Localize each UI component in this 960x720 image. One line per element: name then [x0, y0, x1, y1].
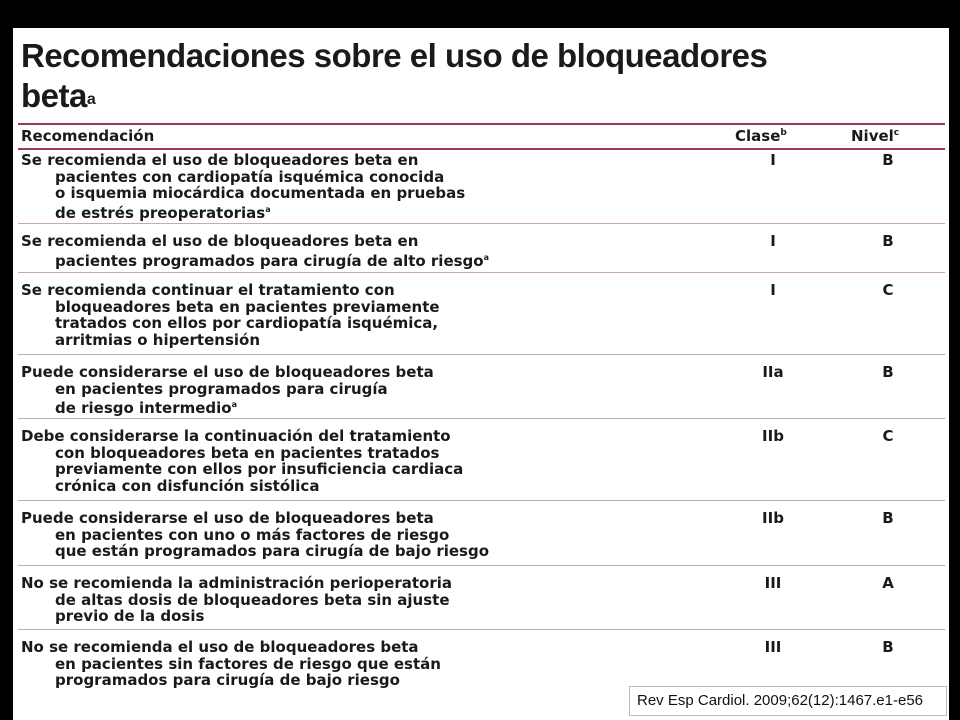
recommendation-text	[21, 510, 721, 560]
table-header-rule	[18, 148, 945, 150]
nivel-cell: A	[882, 574, 894, 592]
recommendation-line: crónica con disfunción sistólica	[55, 476, 320, 495]
nivel-cell: B	[882, 638, 894, 656]
recommendation-line: Puede considerarse el uso de bloqueadores beta	[21, 363, 434, 381]
row-separator	[18, 629, 945, 630]
clase-cell: I	[770, 151, 776, 169]
recommendation-line: No se recomienda la administración perioperatoria	[21, 574, 452, 592]
clase-cell: I	[770, 281, 776, 299]
title-line-1: Recomendaciones sobre el uso de bloqueadores	[21, 37, 768, 74]
title-superscript: a	[86, 91, 96, 108]
recommendation-line: que están programados para cirugía de bajo riesgo	[55, 542, 490, 560]
nivel-cell: B	[882, 363, 894, 381]
recommendation-line: Puede considerarse el uso de bloqueadores beta	[21, 509, 434, 527]
clase-cell: IIa	[762, 363, 784, 381]
row-separator	[18, 418, 945, 419]
clase-cell: III	[764, 638, 782, 656]
recommendation-text	[21, 364, 721, 417]
recommendation-text	[21, 575, 721, 625]
header-recomendacion: Recomendación	[21, 127, 155, 145]
row-separator	[18, 500, 945, 501]
nivel-cell: C	[882, 281, 894, 299]
recommendation-line: arritmias o hipertensión	[55, 330, 261, 349]
table-top-rule	[18, 123, 945, 125]
recommendation-line: de estrés preoperatorias$^a$	[55, 203, 271, 222]
slide-bottom-edge	[13, 694, 629, 720]
clase-cell: I	[770, 232, 776, 250]
recommendation-line: en pacientes sin factores de riesgo que están	[55, 654, 441, 673]
recommendation-line: previamente con ellos por insuficiencia cardiaca	[55, 460, 464, 478]
recommendation-text	[21, 233, 721, 269]
recommendation-line: de altas dosis de bloqueadores beta sin ajuste	[55, 590, 450, 609]
row-separator	[18, 272, 945, 273]
header-nivel: Nivel$^c$	[851, 127, 900, 145]
header-clase: Clase$^b$	[735, 127, 787, 145]
recommendation-text	[21, 639, 721, 689]
title-line-2: beta	[21, 77, 87, 114]
slide	[13, 28, 949, 720]
nivel-cell: B	[882, 151, 894, 169]
footnote-marker: a	[483, 252, 489, 262]
clase-cell: IIb	[762, 427, 784, 445]
nivel-cell: B	[882, 509, 894, 527]
nivel-cell: B	[882, 232, 894, 250]
recommendation-line: No se recomienda el uso de bloqueadores beta	[21, 638, 419, 656]
recommendation-line: de riesgo intermedio$^a$	[55, 399, 237, 417]
recommendation-line: bloqueadores beta en pacientes previamente	[55, 297, 440, 316]
recommendation-text	[21, 282, 721, 348]
recommendation-line: tratados con ellos por cardiopatía isquémica,	[55, 314, 439, 332]
recommendation-line: o isquemia miocárdica documentada en pruebas	[55, 184, 466, 202]
recommendation-line: previo de la dosis	[55, 607, 205, 625]
nivel-cell: C	[882, 427, 894, 445]
recommendation-line: en pacientes con uno o más factores de riesgo	[55, 525, 450, 544]
recommendation-line: Debe considerarse la continuación del tratamiento	[21, 427, 451, 445]
page-title	[21, 36, 936, 116]
row-separator	[18, 565, 945, 566]
recommendation-line: Se recomienda el uso de bloqueadores beta en	[21, 232, 419, 250]
recommendation-line: programados para cirugía de bajo riesgo	[55, 671, 400, 689]
recommendation-text	[21, 428, 721, 494]
clase-cell: III	[764, 574, 782, 592]
recommendation-line: pacientes programados para cirugía de alto riesgo$^a$	[55, 251, 489, 270]
recommendation-text	[21, 152, 721, 221]
footnote-marker: a	[265, 204, 271, 214]
recommendation-line: Se recomienda el uso de bloqueadores beta en	[21, 151, 419, 169]
row-separator	[18, 223, 945, 224]
footnote-marker: a	[231, 400, 237, 409]
recommendation-line: pacientes con cardiopatía isquémica conocida	[55, 167, 445, 186]
clase-cell: IIb	[762, 509, 784, 527]
recommendation-line: con bloqueadores beta en pacientes tratados	[55, 443, 440, 462]
row-separator	[18, 354, 945, 355]
citation: Rev Esp Cardiol. 2009;62(12):1467.e1-e56	[629, 686, 947, 716]
recommendation-line: Se recomienda continuar el tratamiento con	[21, 281, 395, 299]
recommendation-line: en pacientes programados para cirugía	[55, 379, 388, 398]
